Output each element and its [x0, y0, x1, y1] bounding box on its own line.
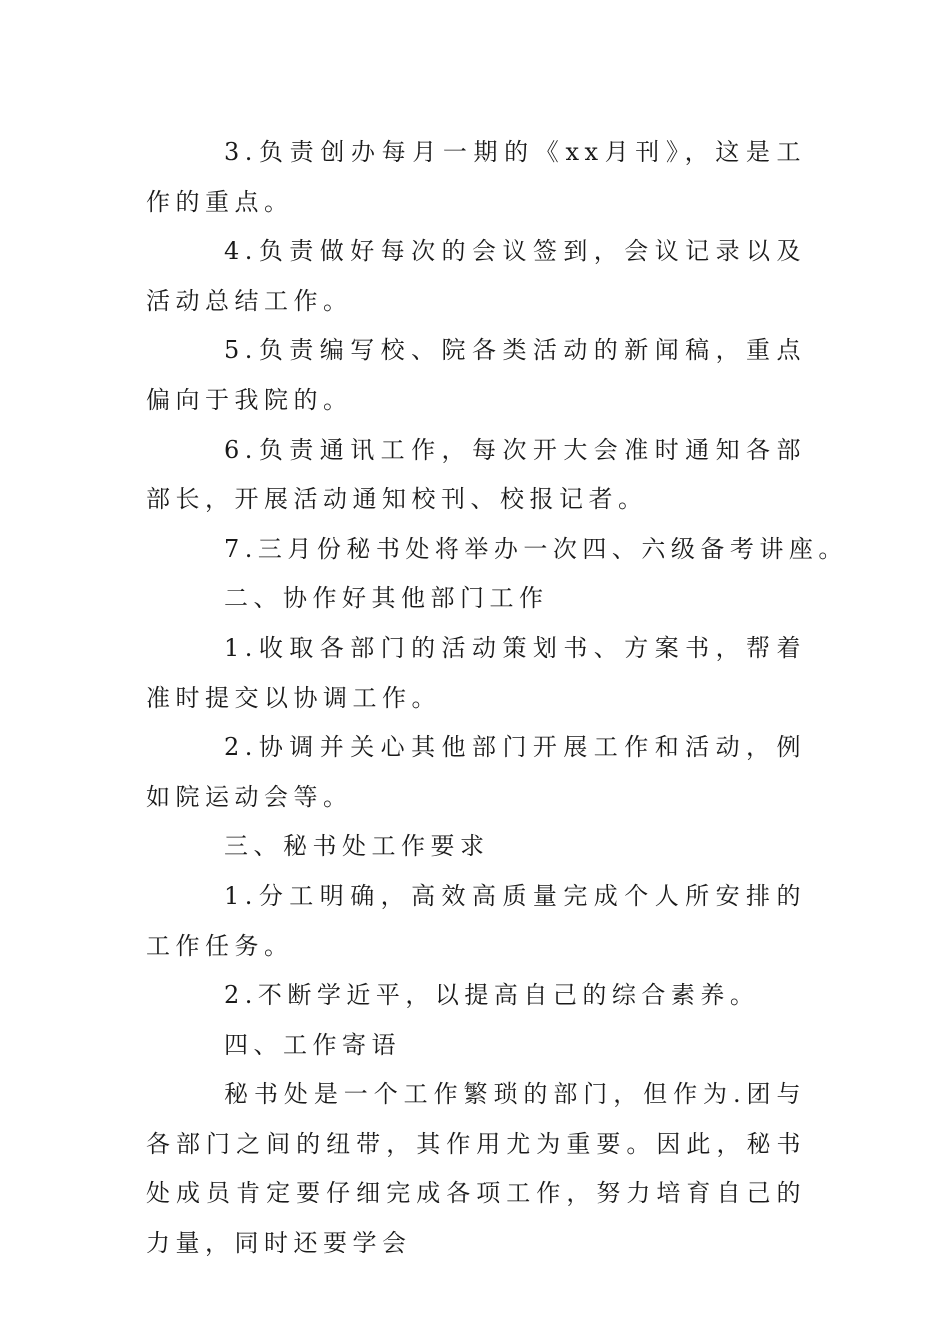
paragraph-item-4-meeting: 4.负责做好每次的会议签到，会议记录以及活动总结工作。 — [146, 237, 806, 315]
paragraph-item-7-lecture: 7.三月份秘书处将举办一次四、六级备考讲座。 — [224, 534, 848, 563]
paragraph-item-6-communication: 6.负责通讯工作，每次开大会准时通知各部部长，开展活动通知校刊、校报记者。 — [146, 435, 806, 514]
paragraph-item-5-news: 5.负责编写校、院各类活动的新闻稿，重点偏向于我院的。 — [146, 336, 806, 414]
section-heading-4: 四、工作寄语 — [224, 1030, 401, 1059]
paragraph-req-2: 2.不断学近平，以提高自己的综合素养。 — [224, 981, 760, 1010]
section-heading-3: 三、秘书处工作要求 — [224, 832, 490, 861]
paragraph-closing: 秘书处是一个工作繁琐的部门，但作为.团与各部门之间的纽带，其作用尤为重要。因此，秘书处成员肯定要仔细完成各项工作，努力培育自己的力量，同时还要学会 — [146, 1080, 806, 1258]
document-body — [146, 128, 848, 1269]
section-heading-2: 二、协作好其他部门工作 — [224, 584, 549, 613]
paragraph-item-3-monthly: 3.负责创办每月一期的《xx月刊》，这是工作的重点。 — [146, 138, 806, 216]
paragraph-coop-1: 1.收取各部门的活动策划书、方案书，帮着准时提交以协调工作。 — [146, 633, 806, 712]
paragraph-req-1: 1.分工明确，高效高质量完成个人所安排的工作任务。 — [146, 881, 806, 960]
paragraph-coop-2: 2.协调并关心其他部门开展工作和活动，例如院运动会等。 — [146, 733, 806, 811]
